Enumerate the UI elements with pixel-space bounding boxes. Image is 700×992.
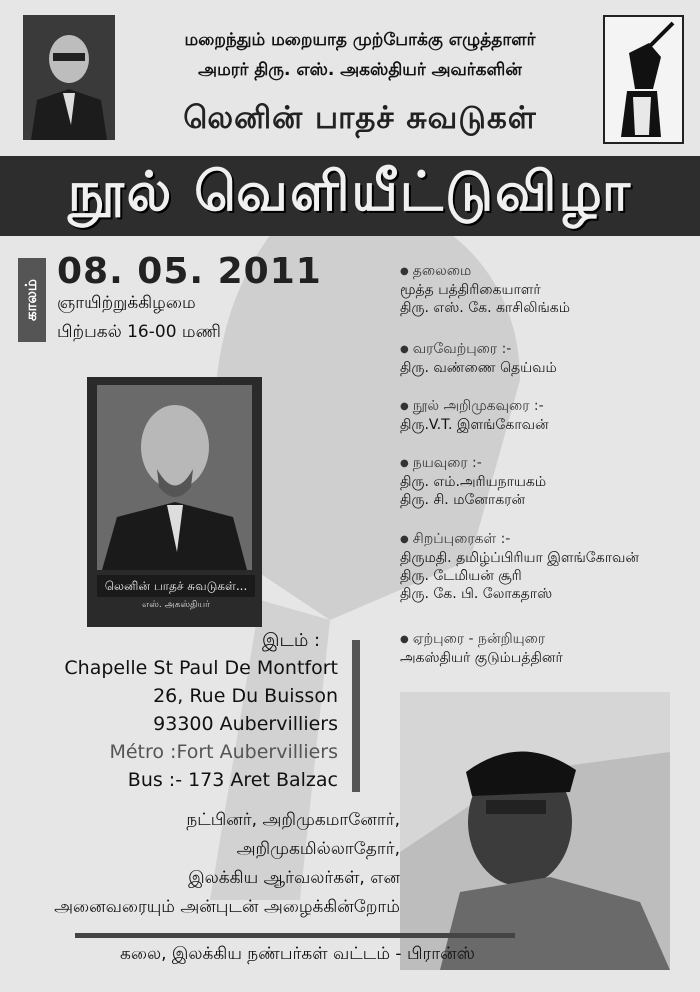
invite-line: நட்பினர், அறிமுகமானோர், <box>186 810 400 830</box>
program-name: திரு. வண்ணை தெய்வம் <box>400 360 557 376</box>
when-label: காலம் <box>22 279 40 321</box>
author-photo-cap <box>400 692 670 970</box>
header-line-1: மறைந்தும் மறையாத முற்போக்கு எழுத்தாளர் <box>184 30 536 50</box>
fist-pen-logo-icon <box>603 15 684 144</box>
program-name: மூத்த பத்திரிகையாளர் <box>400 282 541 298</box>
program-label: ● தலைமை <box>400 262 570 281</box>
invite-line: இலக்கிய ஆர்வலர்கள், என <box>188 868 400 888</box>
venue-line: Métro :Fort Aubervilliers <box>109 741 338 763</box>
book-cover-author: எஸ். அகஸ்தியர் <box>142 600 210 610</box>
program-label: ● வரவேற்புரை :- <box>400 340 557 359</box>
program-name: திரு. சி. மனோகரன் <box>400 492 526 508</box>
program-item-thanks <box>400 630 563 667</box>
program-label: ● நயவுரை :- <box>400 454 546 473</box>
program-label: ● நூல் அறிமுகவுரை :- <box>400 397 549 416</box>
program-name: அகஸ்தியர் குடும்பத்தினர் <box>400 650 563 666</box>
book-cover-title: லெனின் பாதச் சுவடுகள்... <box>97 575 255 597</box>
venue-divider <box>352 640 360 792</box>
header-line-2: அமரர் திரு. எஸ். அகஸ்தியர் அவர்களின் <box>198 60 522 80</box>
venue-line: 93300 Aubervilliers <box>153 713 338 735</box>
organizer: கலை, இலக்கிய நண்பர்கள் வட்டம் - பிரான்ஸ் <box>120 944 475 964</box>
event-time: பிற்பகல் 16-00 மணி <box>57 322 221 342</box>
program-label: ● ஏற்புரை - நன்றியுரை <box>400 630 563 649</box>
program-item-intro <box>400 397 549 434</box>
program-item-special-speeches <box>400 530 639 603</box>
venue-line: Chapelle St Paul De Montfort <box>64 657 338 679</box>
program-item-welcome <box>400 340 557 377</box>
invite-line: அனைவரையும் அன்புடன் அழைக்கின்றோம் <box>54 897 400 917</box>
footer-divider <box>75 933 515 938</box>
invite-line: அறிமுகமில்லாதோர், <box>236 839 400 859</box>
venue-line: 26, Rue Du Buisson <box>153 685 338 707</box>
book-title: லெனின் பாதச் சுவடுகள் <box>183 100 537 136</box>
program-name: திரு. டேமியன் சூரி <box>400 568 522 584</box>
program-name: திரு. எஸ். கே. காசிலிங்கம் <box>400 300 570 316</box>
program-item-chair <box>400 262 570 317</box>
program-item-appreciation <box>400 454 546 509</box>
program-name: திருமதி. தமிழ்ப்பிரியா இளங்கோவன் <box>400 550 639 566</box>
venue-label: இடம் : <box>262 630 321 651</box>
event-date: 08. 05. 2011 <box>57 251 322 292</box>
event-title: நூல் வெளியீட்டுவிழா <box>67 160 633 223</box>
program-name: திரு. எம்.அரியநாயகம் <box>400 474 547 490</box>
program-label: ● சிறப்புரைகள் :- <box>400 530 639 549</box>
author-portrait-photo <box>23 15 115 140</box>
program-name: திரு. கே. பி. லோகதாஸ் <box>400 586 553 602</box>
event-day: ஞாயிற்றுக்கிழமை <box>57 293 196 313</box>
program-name: திரு.V.T. இளங்கோவன் <box>400 417 549 433</box>
when-label-box <box>18 258 46 342</box>
venue-line: Bus :- 173 Aret Balzac <box>127 769 338 791</box>
